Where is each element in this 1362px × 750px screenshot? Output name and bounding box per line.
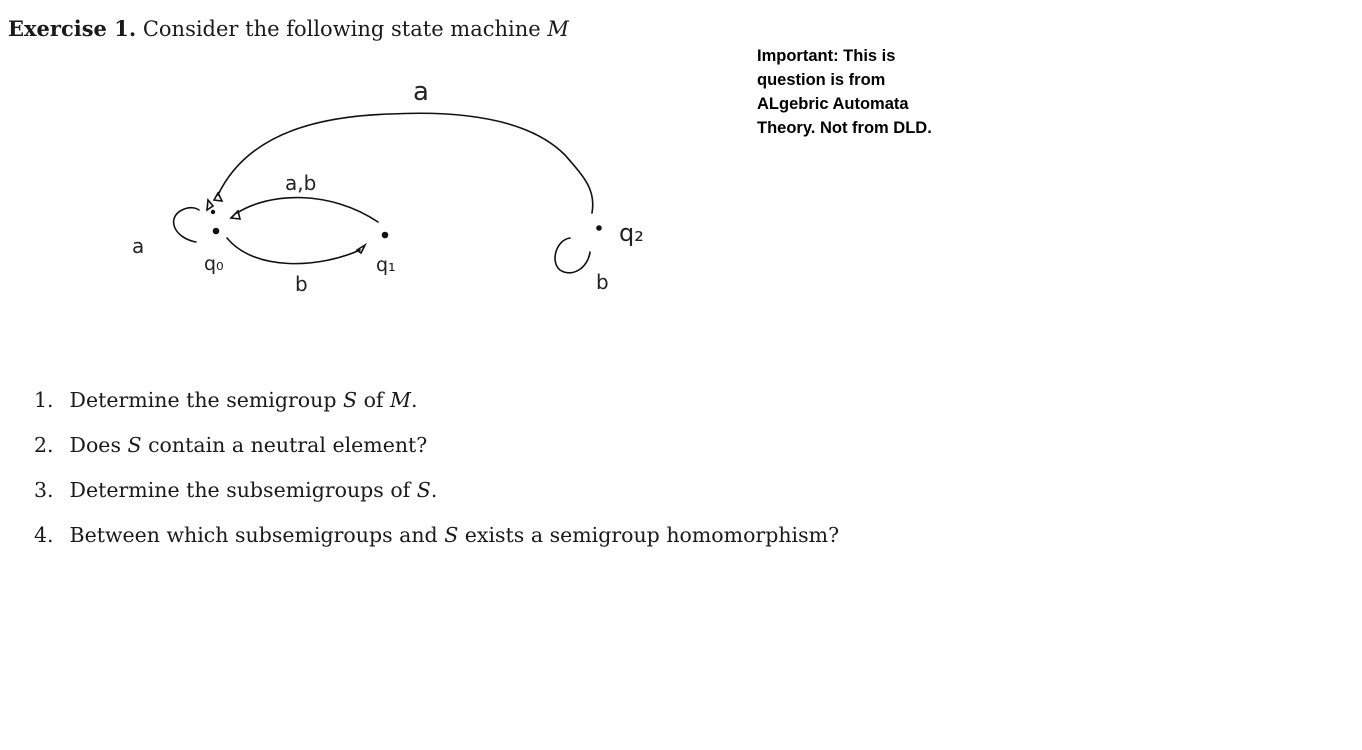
label-state-q1: q₁ [376, 254, 396, 276]
machine-symbol: M [547, 17, 569, 41]
question-3 [34, 478, 839, 523]
state-mark-q0 [211, 210, 215, 214]
question-4-number: 4. [34, 523, 54, 547]
edge-q2-q0 [218, 113, 593, 213]
question-3-post: . [430, 478, 438, 502]
note-line-1: Important: This is [757, 47, 896, 65]
note-line-2: question is from [757, 71, 886, 89]
loop-q2 [555, 238, 590, 273]
question-3-pre: Determine the subsemigroups of [69, 478, 411, 502]
question-2-pre: Does [69, 433, 121, 457]
question-1-pre: Determine the semigroup [69, 388, 337, 412]
label-edge-q1-q0: b [295, 272, 308, 296]
question-1-post: . [411, 388, 418, 412]
label-edge-q2-q0: a [413, 77, 429, 107]
state-dot-q2 [596, 225, 602, 231]
label-state-q2: q₂ [619, 219, 644, 247]
label-loop-q0: a [132, 234, 145, 258]
question-2-s: S [127, 433, 142, 457]
question-1-s: S [342, 388, 358, 412]
question-1 [34, 388, 839, 433]
label-edge-q0-q1: a,b [285, 171, 317, 195]
question-2-post: contain a neutral element? [148, 433, 428, 457]
question-4 [34, 523, 839, 568]
note-line-3: ALgebric Automata [757, 95, 909, 113]
note-line-4: Theory. Not from DLD. [757, 119, 932, 137]
question-4-s: S [444, 523, 459, 547]
question-list [34, 388, 839, 568]
question-2 [34, 433, 839, 478]
question-3-s: S [416, 478, 431, 502]
question-4-pre: Between which subsemigroups and [69, 523, 438, 547]
question-2-number: 2. [34, 433, 54, 457]
state-dot-q1 [382, 232, 389, 239]
question-1-m: M [390, 388, 412, 412]
edge-q0-q1 [237, 198, 378, 222]
question-4-post: exists a semigroup homomorphism? [464, 523, 840, 547]
question-1-mid: of [363, 388, 384, 412]
loop-q0 [174, 208, 199, 242]
arrow-q2-q0 [214, 193, 222, 201]
state-dot-q0 [213, 228, 220, 235]
exercise-label: Exercise 1. [8, 16, 137, 41]
arrow-q1-q0 [357, 245, 365, 253]
question-3-number: 3. [34, 478, 54, 502]
arrow-loop-q0 [207, 200, 213, 210]
question-1-number: 1. [34, 388, 54, 412]
label-loop-q2: b [596, 270, 609, 294]
exercise-text: Consider the following state machine [142, 17, 541, 41]
arrow-q0-q1 [231, 211, 240, 219]
label-state-q0: q₀ [204, 253, 224, 275]
edge-q1-q0 [227, 238, 360, 264]
